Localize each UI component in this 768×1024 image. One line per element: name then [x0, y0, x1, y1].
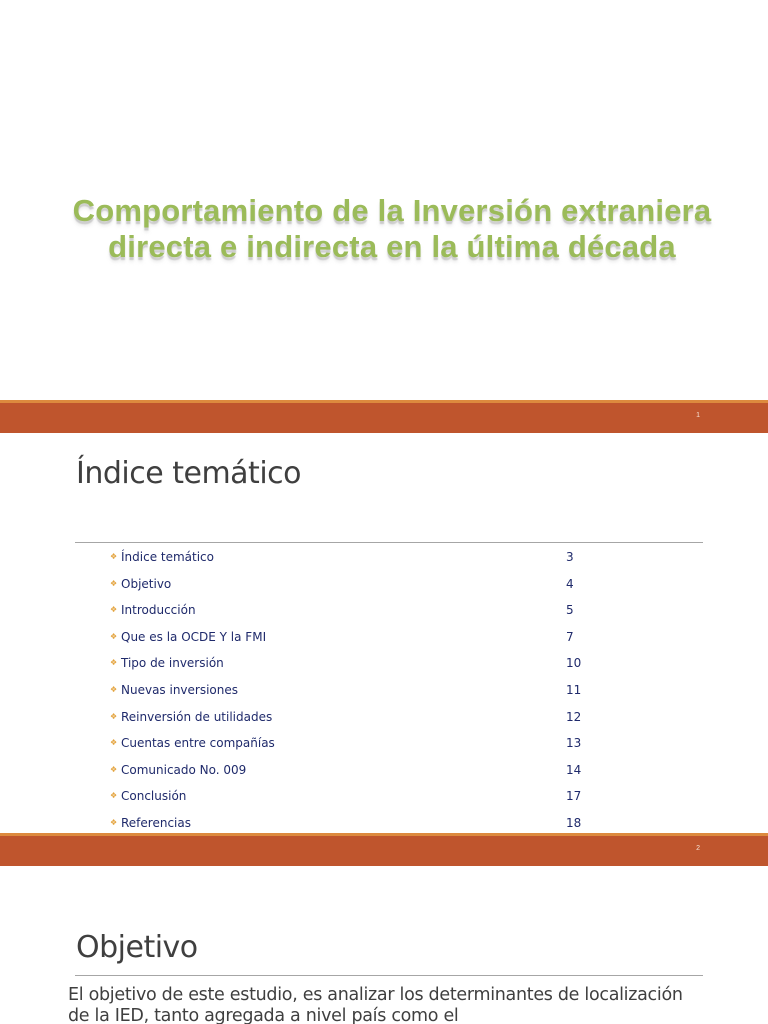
title-divider [75, 975, 703, 976]
toc-item-label: Cuentas entre compañías [121, 736, 275, 751]
table-of-contents [110, 549, 610, 833]
diamond-bullet-icon: ❖ [110, 817, 118, 827]
toc-item-page: 3 [566, 550, 574, 564]
slide-2-footer-bar [0, 833, 768, 866]
toc-item-label: Tipo de inversión [121, 656, 224, 671]
toc-item[interactable] [110, 655, 610, 682]
title-divider [75, 542, 703, 543]
toc-item[interactable] [110, 762, 610, 789]
toc-item[interactable] [110, 735, 610, 762]
toc-item-page: 18 [566, 815, 582, 830]
section-title: Objetivo [76, 930, 198, 965]
toc-item[interactable] [110, 602, 610, 629]
toc-item-page: 10 [566, 656, 582, 671]
toc-item[interactable] [110, 549, 610, 576]
toc-item-page: 17 [566, 789, 582, 804]
toc-item-label: Objetivo [121, 576, 172, 591]
diamond-bullet-icon: ❖ [110, 791, 118, 801]
toc-item[interactable] [110, 576, 610, 603]
diamond-bullet-icon: ❖ [110, 605, 118, 615]
toc-item[interactable] [110, 682, 610, 709]
toc-item[interactable] [110, 815, 610, 833]
toc-item-page: 11 [566, 682, 582, 697]
slide-3 [0, 866, 768, 1024]
slide-1 [0, 0, 768, 400]
toc-item-page: 13 [566, 736, 582, 751]
toc-item-label: Nuevas inversiones [121, 682, 239, 697]
diamond-bullet-icon: ❖ [110, 552, 118, 561]
presentation-title-line-2: directa e indirecta en la última década [108, 228, 676, 264]
toc-item[interactable] [110, 709, 610, 736]
body-paragraph: El objetivo de este estudio, es analizar los determinantes de localización de la IED, tanto agregada a nivel país como el [68, 985, 683, 1024]
slide-2 [0, 433, 768, 833]
diamond-bullet-icon: ❖ [110, 578, 118, 588]
diamond-bullet-icon: ❖ [110, 711, 118, 721]
section-title: Índice temático [76, 456, 301, 491]
slide-1-footer-bar [0, 400, 768, 433]
toc-item-page: 4 [566, 576, 574, 591]
toc-item-label: Conclusión [121, 789, 187, 804]
toc-item-page: 7 [566, 629, 574, 644]
slide-number: 2 [696, 845, 700, 852]
toc-item[interactable] [110, 629, 610, 656]
toc-item-label: Reinversión de utilidades [121, 709, 273, 724]
toc-item-label: Índice temático [121, 550, 214, 564]
presentation-title [60, 193, 724, 265]
toc-item-page: 12 [566, 709, 582, 724]
toc-item-label: Comunicado No. 009 [121, 762, 247, 777]
diamond-bullet-icon: ❖ [110, 764, 118, 774]
toc-item[interactable] [110, 788, 610, 815]
presentation-title-line-1: Comportamiento de la Inversión extraniera [72, 192, 712, 228]
toc-item-label: Referencias [121, 815, 191, 830]
diamond-bullet-icon: ❖ [110, 631, 118, 641]
toc-item-page: 5 [566, 603, 574, 618]
toc-item-label: Introducción [121, 603, 196, 618]
slide-number: 1 [696, 412, 700, 419]
toc-item-page: 14 [566, 762, 582, 777]
diamond-bullet-icon: ❖ [110, 684, 118, 694]
toc-item-label: Que es la OCDE Y la FMI [121, 629, 267, 644]
diamond-bullet-icon: ❖ [110, 738, 118, 748]
diamond-bullet-icon: ❖ [110, 658, 118, 668]
